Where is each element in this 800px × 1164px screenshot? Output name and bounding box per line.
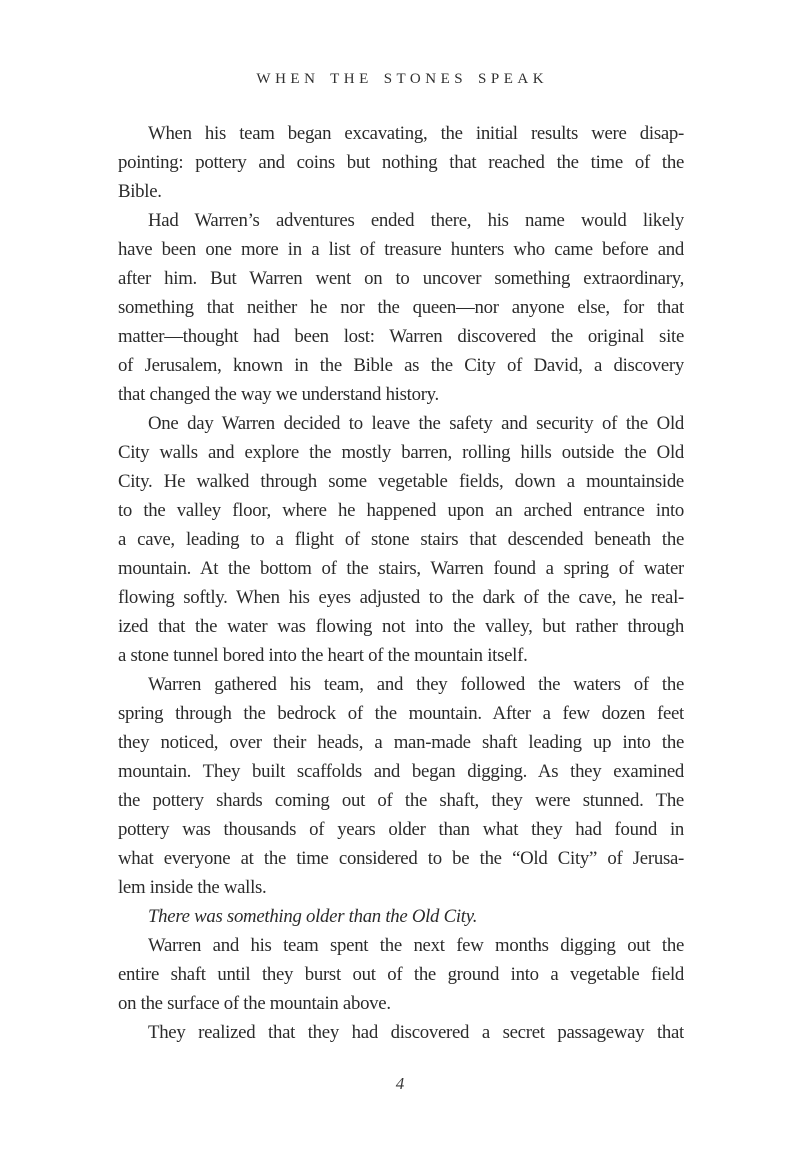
text-line: what everyone at the time considered to be the “Old City” of Jerusa-: [118, 848, 684, 869]
text-line: City. He walked through some vegetable fields, down a mountainside: [118, 471, 684, 492]
text-line: mountain. They built scaffolds and began digging. As they examined: [118, 761, 684, 782]
text-line: to the valley floor, where he happened upon an arched entrance into: [118, 500, 684, 521]
text-line: of Jerusalem, known in the Bible as the City of David, a discovery: [118, 355, 684, 376]
text-line: lem inside the walls.: [118, 877, 267, 898]
text-line: that changed the way we understand history.: [118, 384, 439, 405]
paragraph: [118, 931, 684, 1018]
paragraph: [118, 902, 684, 931]
text-line: When his team began excavating, the initial results were disap-: [148, 123, 684, 144]
text-line: spring through the bedrock of the mountain. After a few dozen feet: [118, 703, 684, 724]
text-line: ized that the water was flowing not into the valley, but rather through: [118, 616, 684, 637]
text-line: a stone tunnel bored into the heart of the mountain itself.: [118, 645, 528, 666]
text-line: entire shaft until they burst out of the ground into a vegetable field: [118, 964, 684, 985]
text-line: they noticed, over their heads, a man-made shaft leading up into the: [118, 732, 684, 753]
text-line: Bible.: [118, 181, 162, 202]
text-line: Warren gathered his team, and they followed the waters of the: [148, 674, 684, 695]
text-line: City walls and explore the mostly barren, rolling hills outside the Old: [118, 442, 684, 463]
paragraph: [118, 1018, 684, 1047]
text-line: pointing: pottery and coins but nothing that reached the time of the: [118, 152, 684, 173]
text-line: Had Warren’s adventures ended there, his name would likely: [148, 210, 684, 231]
paragraph: [118, 119, 684, 206]
text-line: matter—thought had been lost: Warren discovered the original site: [118, 326, 684, 347]
text-line: on the surface of the mountain above.: [118, 993, 391, 1014]
text-line: have been one more in a list of treasure hunters who came before and: [118, 239, 684, 260]
paragraph: [118, 409, 684, 670]
text-line: Warren and his team spent the next few months digging out the: [148, 935, 684, 956]
text-line: the pottery shards coming out of the shaft, they were stunned. The: [118, 790, 684, 811]
paragraph: [118, 670, 684, 902]
page-number: 4: [395, 1074, 405, 1093]
running-header: WHEN THE STONES SPEAK: [256, 71, 549, 87]
paragraph: [118, 206, 684, 409]
text-line: after him. But Warren went on to uncover something extraordinary,: [118, 268, 684, 289]
text-line: They realized that they had discovered a secret passageway that: [148, 1022, 684, 1043]
text-line: There was something older than the Old City.: [148, 906, 478, 927]
text-line: something that neither he nor the queen—nor anyone else, for that: [118, 297, 684, 318]
page-body: [118, 119, 684, 1047]
text-line: a cave, leading to a flight of stone stairs that descended beneath the: [118, 529, 684, 550]
text-line: One day Warren decided to leave the safety and security of the Old: [148, 413, 684, 434]
text-line: mountain. At the bottom of the stairs, Warren found a spring of water: [118, 558, 684, 579]
text-line: flowing softly. When his eyes adjusted to the dark of the cave, he real-: [118, 587, 684, 608]
text-line: pottery was thousands of years older than what they had found in: [118, 819, 684, 840]
